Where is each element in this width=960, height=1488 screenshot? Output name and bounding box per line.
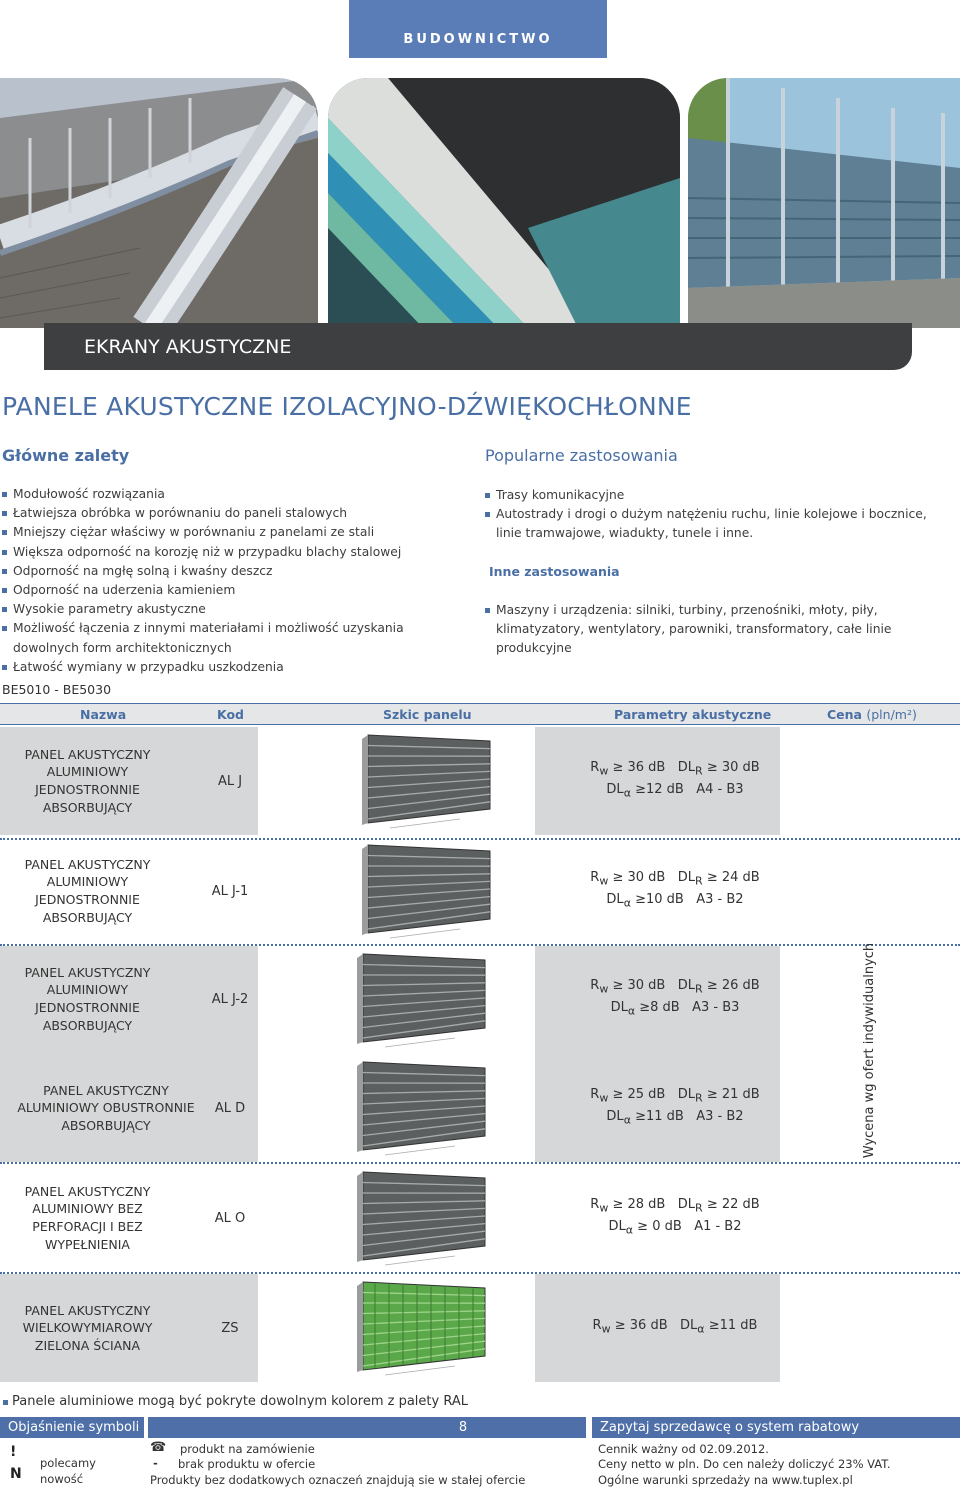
- row-code: ZS: [221, 1320, 239, 1336]
- col-name: Nazwa: [80, 707, 127, 722]
- symbols-title: Objaśnienie symboli: [0, 1417, 144, 1438]
- recommended-symbol: !: [10, 1444, 17, 1460]
- row-code: AL J-1: [211, 883, 249, 899]
- pricing-line: Cennik ważny od 02.09.2012.: [598, 1442, 769, 1456]
- new-label: nowość: [40, 1472, 84, 1486]
- panel-sketch: [355, 950, 490, 1050]
- list-item: Modułowość rozwiązania: [2, 485, 472, 504]
- section-banner: EKRANY AKUSTYCZNE: [44, 323, 912, 370]
- list-item: Możliwość łączenia z innymi materiałami i możliwość uzyskania dowolnych form architektonicznych: [2, 619, 422, 657]
- table-header: [0, 703, 960, 725]
- pricing-line: Ogólne warunki sprzedaży na www.tuplex.pl: [598, 1473, 853, 1487]
- row-name: PANEL AKUSTYCZNY ALUMINIOWY BEZ PERFORACJI I BEZ WYPEŁNIENIA: [24, 1183, 151, 1252]
- missing-label: brak produktu w ofercie: [178, 1457, 316, 1471]
- row-name: PANEL AKUSTYCZNY ALUMINIOWY OBUSTRONNIE ABSORBUJĄCY: [17, 1082, 195, 1133]
- standard-label: Produkty bez dodatkowych oznaczeń znajdują sie w stałej ofercie: [150, 1473, 526, 1487]
- col-code: Kod: [217, 707, 245, 722]
- popular-heading: Popularne zastosowania: [485, 446, 678, 465]
- row-params: $R_w \ge 36$ dB $DL_\alpha \ge 11$ dB: [592, 1318, 758, 1336]
- row-code: AL D: [214, 1100, 246, 1116]
- row-params: $R_w \ge 28$ dB $DL_R \ge 22$ dB $DL_\alpha \ge 0$ dB A1 - B2: [590, 1197, 760, 1237]
- new-symbol: N: [10, 1466, 22, 1482]
- category-tag: BUDOWNICTWO: [349, 0, 607, 58]
- table-row: [0, 1164, 960, 1272]
- green-wall-sketch: [355, 1278, 490, 1378]
- list-item: Odporność na uderzenia kamieniem: [2, 581, 472, 600]
- list-item: Łatwiejsza obróbka w porównaniu do paneli stalowych: [2, 504, 472, 523]
- row-name: PANEL AKUSTYCZNY ALUMINIOWY JEDNOSTRONNIE ABSORBUJĄCY: [24, 856, 151, 925]
- advantages-heading: Główne zalety: [2, 446, 130, 465]
- row-params: $R_w \ge 30$ dB $DL_R \ge 24$ dB $DL_\alpha \ge 10$ dB A3 - B2: [590, 870, 760, 910]
- page-number: 8: [148, 1417, 586, 1438]
- row-params: $R_w \ge 30$ dB $DL_R \ge 26$ dB $DL_\alpha \ge 8$ dB A3 - B3: [590, 978, 760, 1018]
- row-params: $R_w \ge 36$ dB $DL_R \ge 30$ dB $DL_\alpha \ge 12$ dB A4 - B3: [590, 760, 760, 800]
- list-item: Mniejszy ciężar właściwy w porównaniu z panelami ze stali: [2, 523, 472, 542]
- row-code: AL J: [217, 773, 243, 789]
- list-item: Większa odporność na korozję niż w przypadku blachy stalowej: [2, 543, 472, 562]
- col-sketch: Szkic panelu: [383, 707, 472, 722]
- series-label: BE5010 - BE5030: [2, 682, 112, 697]
- order-label: produkt na zamówienie: [180, 1442, 315, 1456]
- table-row: [0, 838, 960, 944]
- phone-icon: ☎: [150, 1440, 167, 1455]
- col-price: Cena (pln/m²): [827, 707, 917, 722]
- list-item: Wysokie parametry akustyczne: [2, 600, 472, 619]
- other-list: [485, 601, 895, 659]
- noise-barrier-photo: [688, 78, 960, 328]
- row-params: $R_w \ge 25$ dB $DL_R \ge 21$ dB $DL_\alpha \ge 11$ dB A3 - B2: [590, 1087, 760, 1127]
- row-name: PANEL AKUSTYCZNY ALUMINIOWY JEDNOSTRONNIE ABSORBUJĄCY: [24, 964, 151, 1033]
- panel-sketch: [355, 1168, 490, 1268]
- table-row: [0, 727, 960, 835]
- rebate-bar: Zapytaj sprzedawcę o system rabatowy: [592, 1417, 960, 1438]
- missing-symbol: -: [153, 1456, 158, 1470]
- row-code: AL O: [214, 1210, 246, 1226]
- panel-sketch: [360, 841, 495, 941]
- panel-closeup-photo: [328, 78, 680, 328]
- list-item: Trasy komunikacyjne: [485, 486, 930, 505]
- list-item: Autostrady i drogi o dużym natężeniu ruchu, linie kolejowe i bocznice, linie tramwajowe, wiadukty, tunele i inne.: [485, 505, 930, 543]
- price-note: Wycena wg ofert indywidualnych: [862, 942, 878, 1158]
- popular-list: [485, 486, 930, 544]
- page-title: PANELE AKUSTYCZNE IZOLACYJNO-DŹWIĘKOCHŁONNE: [2, 392, 692, 421]
- col-params: Parametry akustyczne: [614, 707, 772, 722]
- panel-sketch: [355, 1058, 490, 1158]
- list-item: Odporność na mgłę solną i kwaśny deszcz: [2, 562, 472, 581]
- advantages-list: [2, 485, 472, 677]
- bridge-photo: [0, 78, 318, 328]
- ral-note: Panele aluminiowe mogą być pokryte dowolnym kolorem z palety RAL: [12, 1394, 468, 1409]
- row-name: PANEL AKUSTYCZNY ALUMINIOWY JEDNOSTRONNIE ABSORBUJĄCY: [24, 746, 151, 815]
- list-item: Łatwość wymiany w przypadku uszkodzenia: [2, 658, 472, 677]
- recommended-label: polecamy: [40, 1456, 96, 1470]
- other-heading: Inne zastosowania: [489, 564, 620, 579]
- pricing-line: Ceny netto w pln. Do cen należy doliczyć 23% VAT.: [598, 1457, 891, 1471]
- list-item: Maszyny i urządzenia: silniki, turbiny, przenośniki, młoty, piły, klimatyzatory, wentylatory, parowniki, transformatory, całe linie produkcyjne: [485, 601, 895, 659]
- row-code: AL J-2: [211, 991, 249, 1007]
- row-name: PANEL AKUSTYCZNY WIELKOWYMIAROWY ZIELONA ŚCIANA: [22, 1302, 153, 1353]
- panel-sketch: [360, 731, 495, 831]
- table-row: [0, 1274, 960, 1382]
